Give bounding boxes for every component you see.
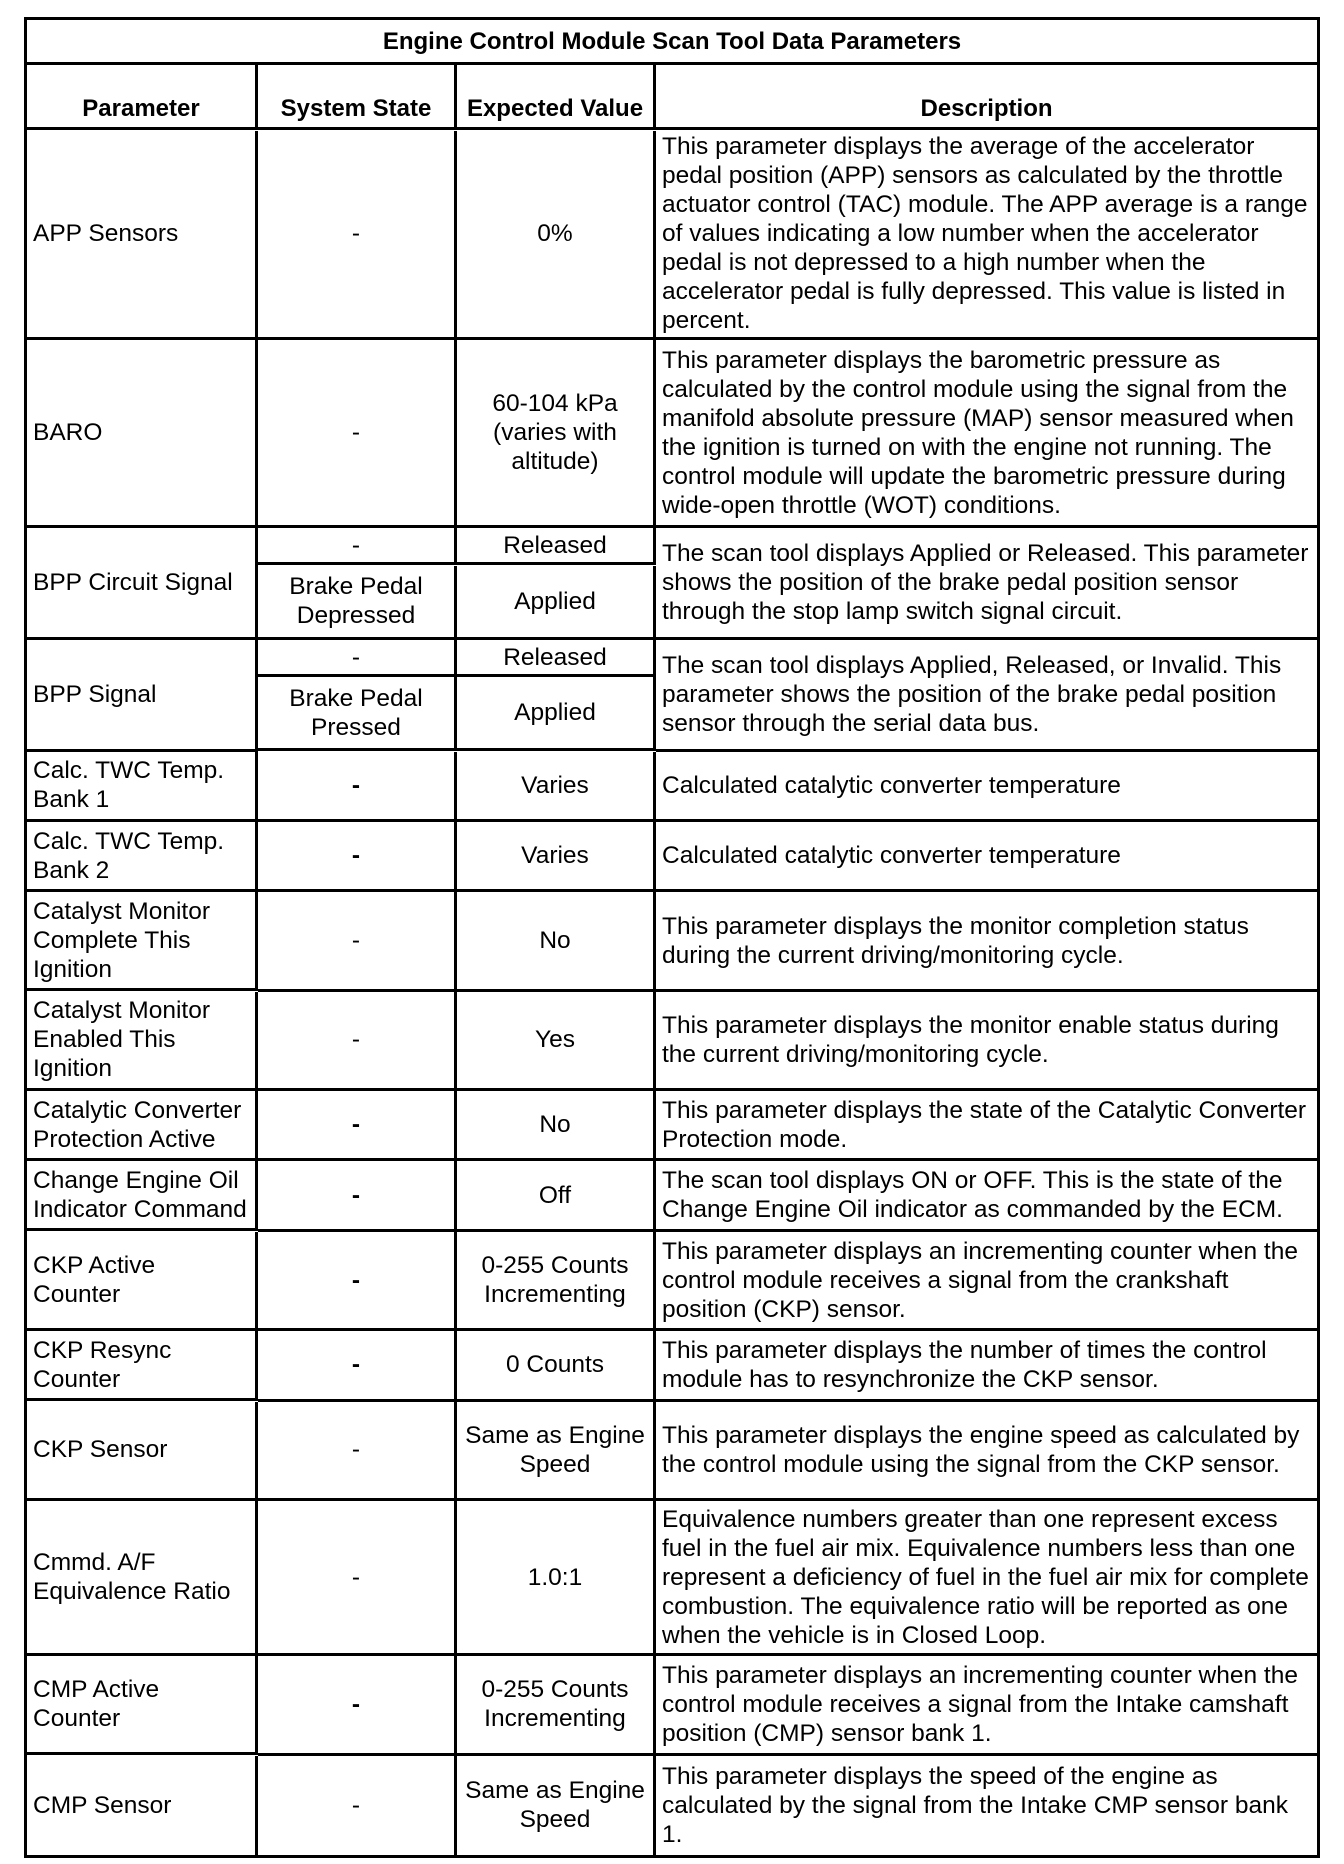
expected-value-cell: 0 Counts [457, 1331, 656, 1401]
system-state-cell: - [258, 1501, 457, 1656]
param-cell: CKP Resync Counter [27, 1331, 258, 1401]
param-cell: CKP Sensor [27, 1402, 258, 1501]
expected-value-cell: No [457, 1091, 656, 1161]
expected-value-cell: Varies [457, 822, 656, 892]
description-cell: The scan tool displays ON or OFF. This is the state of the Change Engine Oil indicator as commanded by the ECM. [656, 1161, 1317, 1231]
system-state-cell: - [258, 1402, 457, 1501]
system-state-cell: - [258, 1656, 457, 1755]
system-state-cell: - [258, 1091, 457, 1161]
system-state-cell: - [258, 892, 457, 991]
expected-value-cell: Applied [457, 566, 656, 640]
system-state-cell: - [258, 131, 457, 340]
expected-value-cell: 1.0:1 [457, 1501, 656, 1656]
expected-value-cell: Yes [457, 992, 656, 1091]
system-state-cell: - [258, 1161, 457, 1231]
param-cell: BPP Circuit Signal [27, 528, 258, 640]
system-state-cell: - [258, 528, 457, 565]
description-cell: Calculated catalytic converter temperature [656, 822, 1317, 892]
description-cell: Calculated catalytic converter temperature [656, 752, 1317, 822]
expected-value-cell: 0-255 Counts Incrementing [457, 1232, 656, 1331]
param-cell: CMP Sensor [27, 1756, 258, 1855]
system-state-cell: Brake Pedal Depressed [258, 566, 457, 640]
expected-value-cell: Released [457, 528, 656, 565]
expected-value-cell: 0% [457, 131, 656, 340]
system-state-cell: - [258, 340, 457, 528]
description-cell: This parameter displays the state of the Catalytic Converter Protection mode. [656, 1091, 1317, 1161]
description-cell: The scan tool displays Applied or Released. This parameter shows the position of the brake pedal position sensor through the stop lamp switch signal circuit. [656, 528, 1317, 640]
param-cell: Calc. TWC Temp. Bank 2 [27, 822, 258, 892]
expected-value-cell: No [457, 892, 656, 991]
description-cell: This parameter displays the engine speed as calculated by the control module using the signal from the CKP sensor. [656, 1402, 1317, 1501]
system-state-cell: - [258, 1756, 457, 1855]
scan-tool-data-table [24, 17, 1320, 1858]
expected-value-cell: Varies [457, 752, 656, 822]
expected-value-cell: Released [457, 640, 656, 677]
description-cell: Equivalence numbers greater than one represent excess fuel in the fuel air mix. Equivalence numbers less than one represent a deficiency of fuel in the fuel air mix for complete combustion. The equivalence ratio will be reported as one when the vehicle is in Closed Loop. [656, 1501, 1317, 1656]
system-state-cell: - [258, 822, 457, 892]
description-cell: The scan tool displays Applied, Released, or Invalid. This parameter shows the position of the brake pedal position sensor through the serial data bus. [656, 640, 1317, 752]
header-expected-value: Expected Value [457, 65, 656, 130]
param-cell: BARO [27, 340, 258, 528]
system-state-cell: - [258, 1232, 457, 1331]
param-cell: Catalyst Monitor Enabled This Ignition [27, 992, 258, 1091]
header-parameter: Parameter [27, 65, 258, 130]
description-cell: This parameter displays the monitor completion status during the current driving/monitoring cycle. [656, 892, 1317, 991]
param-cell: BPP Signal [27, 640, 258, 752]
param-cell: Catalytic Converter Protection Active [27, 1091, 258, 1161]
system-state-cell: - [258, 640, 457, 677]
param-cell: Cmmd. A/F Equivalence Ratio [27, 1501, 258, 1656]
param-cell: Change Engine Oil Indicator Command [27, 1161, 258, 1231]
system-state-cell: - [258, 1331, 457, 1401]
param-cell: CMP Active Counter [27, 1656, 258, 1755]
description-cell: This parameter displays an incrementing counter when the control module receives a signal from the crankshaft position (CKP) sensor. [656, 1232, 1317, 1331]
description-cell: This parameter displays the average of the accelerator pedal position (APP) sensors as calculated by the throttle actuator control (TAC) module. The APP average is a range of values indicating a low number when the accelerator pedal is not depressed to a high number when the accelerator pedal is fully depressed. This value is listed in percent. [656, 131, 1317, 340]
system-state-cell: - [258, 992, 457, 1091]
description-cell: This parameter displays the barometric pressure as calculated by the control module using the signal from the manifold absolute pressure (MAP) sensor measured when the ignition is turned on with the engine not running. The control module will update the barometric pressure during wide-open throttle (WOT) conditions. [656, 340, 1317, 528]
param-cell: Catalyst Monitor Complete This Ignition [27, 892, 258, 991]
description-cell: This parameter displays the speed of the engine as calculated by the signal from the Intake CMP sensor bank 1. [662, 1762, 1288, 1848]
expected-value-cell: Off [457, 1161, 656, 1231]
expected-value-cell: Same as Engine Speed [457, 1402, 656, 1501]
expected-value-cell: 0-255 Counts Incrementing [457, 1656, 656, 1755]
description-cell: This parameter displays the number of times the control module has to resynchronize the CKP sensor. [656, 1331, 1317, 1401]
expected-value-cell: 60-104 kPa (varies with altitude) [457, 340, 656, 528]
header-description: Description [656, 65, 1317, 130]
expected-value-cell: Applied [457, 677, 656, 751]
table-title: Engine Control Module Scan Tool Data Parameters [27, 20, 1317, 65]
param-cell: Calc. TWC Temp. Bank 1 [27, 752, 258, 822]
param-cell: CKP Active Counter [27, 1232, 258, 1331]
description-cell: This parameter displays an incrementing counter when the control module receives a signal from the Intake camshaft position (CMP) sensor bank 1. [656, 1656, 1317, 1755]
system-state-cell: Brake Pedal Pressed [258, 677, 457, 751]
system-state-cell: - [258, 752, 457, 822]
expected-value-cell: Same as Engine Speed [457, 1756, 656, 1855]
param-cell: APP Sensors [27, 131, 258, 340]
header-system-state: System State [258, 65, 457, 130]
description-cell: This parameter displays the monitor enable status during the current driving/monitoring cycle. [656, 992, 1317, 1091]
